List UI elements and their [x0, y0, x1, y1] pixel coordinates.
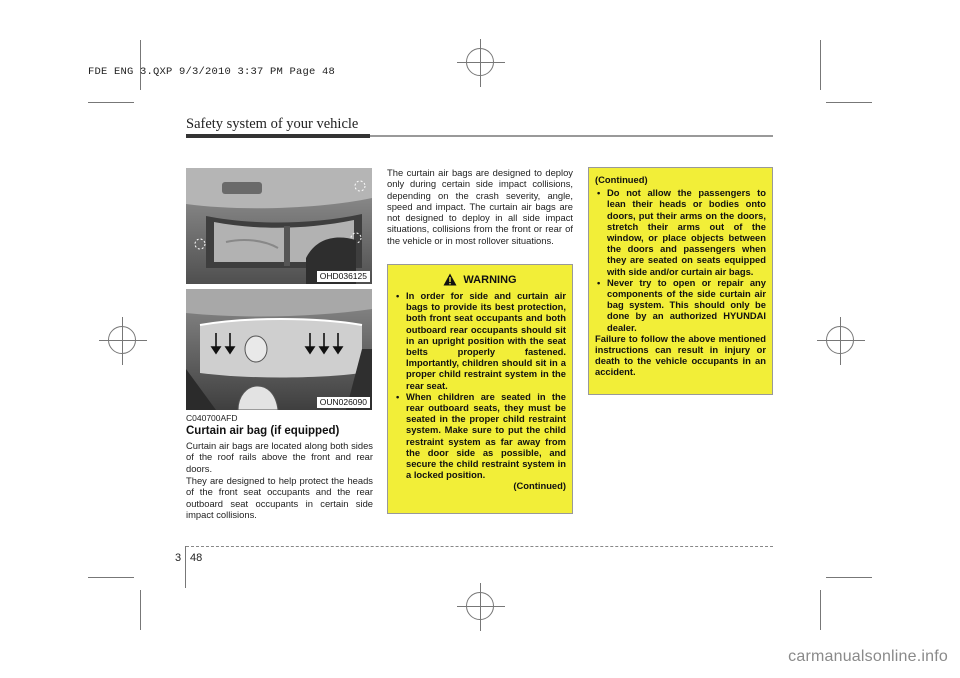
paragraph: They are designed to help protect the heads of the front seat occupants and the rear outboard seat occupants in certain side impact collisions.: [186, 475, 373, 520]
crop-mark: [826, 577, 872, 578]
list-item: • In order for side and curtain air bags to provide its best protection, both front seat occupants and both outboard rear occupants should sit in an upright position with the seat belts properly fastened. Importantly, children should sit in a proper child restraint system in the rear seat.: [394, 290, 566, 391]
continued-label: (Continued): [595, 174, 648, 185]
registration-mark-icon: [826, 326, 854, 354]
list-item: • Do not allow the passengers to lean their heads or bodies onto doors, put their arms on the doors, stretch their arms out of the window, or place objects between the doors and passengers when they are seated on seats equipped with side and/or curtain air bags.: [595, 187, 766, 277]
crop-mark: [826, 102, 872, 103]
section-title: Safety system of your vehicle: [186, 116, 359, 132]
registration-mark-icon: [466, 592, 494, 620]
registration-mark-icon: [466, 48, 494, 76]
registration-mark-icon: [108, 326, 136, 354]
warning-box: [387, 264, 573, 514]
warning-list: [595, 187, 766, 333]
title-rule: [370, 135, 773, 137]
footer-rule: [186, 546, 773, 547]
chapter-number: 3: [175, 552, 182, 564]
title-rule: [186, 134, 370, 138]
crop-mark: [820, 40, 821, 90]
footer-divider: [185, 546, 186, 588]
figure-curtain-airbag-deployed: [186, 289, 372, 410]
deployed-airbag-illustration: [186, 289, 372, 410]
warning-title: WARNING: [463, 273, 517, 286]
warning-continued-box: [588, 167, 773, 395]
crop-mark: [820, 590, 821, 630]
continued-label: (Continued): [513, 480, 566, 492]
figure-label: OUN026090: [317, 397, 370, 408]
print-header: FDE ENG 3.QXP 9/3/2010 3:37 PM Page 48: [88, 66, 336, 78]
crop-mark: [140, 40, 141, 90]
paragraph: Curtain air bags are located along both sides of the roof rails above the front and rear doors.: [186, 440, 373, 474]
page-number: 48: [190, 552, 203, 564]
interior-photo-illustration: [186, 168, 372, 284]
watermark: carmanualsonline.info: [788, 648, 948, 665]
warning-triangle-icon: [443, 273, 457, 286]
crop-mark: [88, 102, 134, 103]
crop-mark: [88, 577, 134, 578]
list-item: • Never try to open or repair any components of the side curtain air bag system. This should only be done by an authorized HYUNDAI dealer.: [595, 277, 766, 333]
subheading: Curtain air bag (if equipped): [186, 425, 340, 437]
warning-footer-text: Failure to follow the above mentioned instructions can result in injury or death to the vehicle occupants in an accident.: [595, 332, 766, 378]
list-item: • When children are seated in the rear outboard seats, they must be seated in the proper child restraint system. Make sure to put the child restraint system as far away from the door side as possible, and secure the child restraint system in a locked position.: [394, 391, 566, 481]
warning-list: [394, 290, 566, 480]
warning-header: [394, 273, 566, 286]
section-code: C040700AFD: [186, 413, 238, 423]
crop-mark: [140, 590, 141, 630]
paragraph: The curtain air bags are designed to deploy only during certain side impact collisions, depending on the crash severity, angle, speed and impact. The curtain air bags are not designed to deploy in all side impact situations, collisions from the front or rear of the vehicle or in most rollover situations.: [387, 167, 573, 246]
figure-label: OHD036125: [317, 271, 370, 282]
figure-curtain-airbag-interior: [186, 168, 372, 284]
